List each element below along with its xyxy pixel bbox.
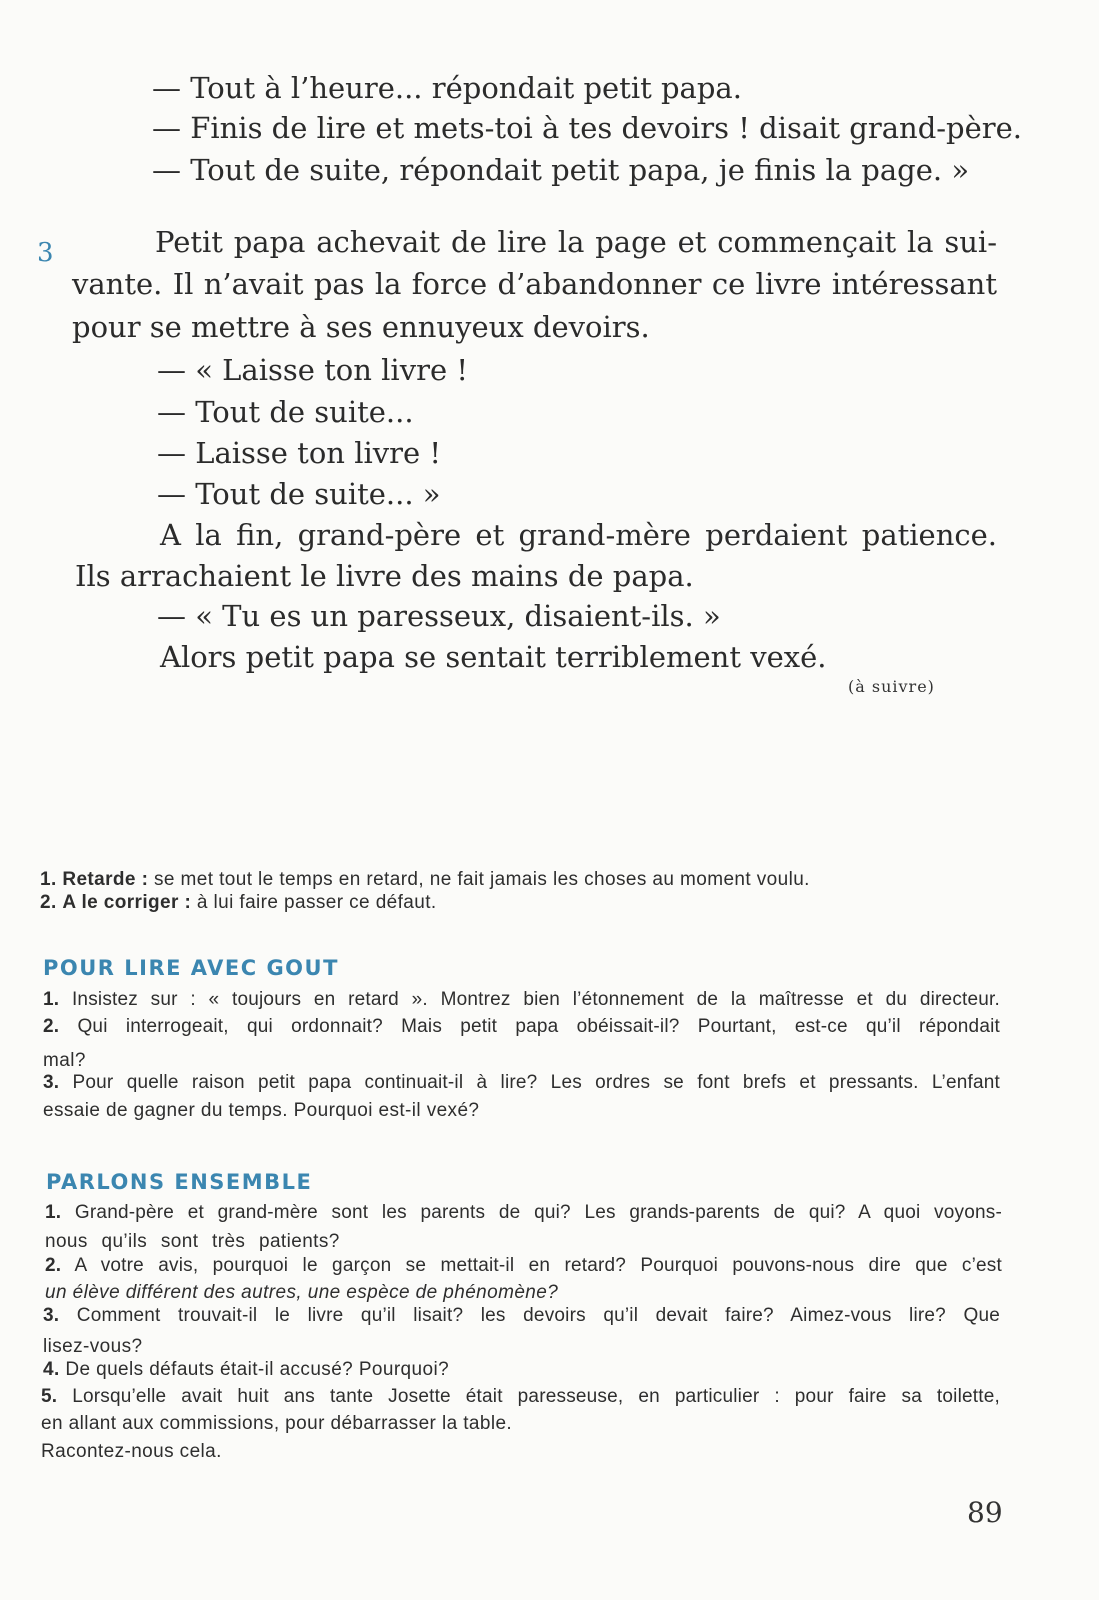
- page-number: 89: [967, 1496, 1003, 1529]
- question-text: De quels défauts était-il accusé? Pourquoi?: [59, 1359, 450, 1380]
- section-heading: POUR LIRE AVEC GOUT: [43, 956, 339, 980]
- question-text: Lorsqu’elle avait huit ans tante Josette était paresseuse, en particulier : pour faire sa toilette,: [57, 1386, 1000, 1407]
- story-line: — Finis de lire et mets-toi à tes devoirs ! disait grand-père.: [152, 111, 1023, 145]
- question-line: [41, 1385, 1000, 1409]
- paragraph-number: 3: [37, 238, 54, 268]
- story-line: — Tout de suite... »: [157, 477, 441, 511]
- question-line: [43, 1015, 1000, 1039]
- question-number: 1.: [43, 989, 60, 1010]
- footnote-term: A le corriger :: [62, 892, 192, 913]
- footnote-number: 1.: [40, 869, 57, 890]
- question-line: nous qu’ils sont très patients?: [45, 1231, 340, 1252]
- story-line: — « Tu es un paresseux, disaient-ils. »: [157, 599, 721, 633]
- question-line: un élève différent des autres, une espèce de phénomène?: [45, 1282, 559, 1303]
- question-line: en allant aux commissions, pour débarrasser la table.: [41, 1413, 513, 1434]
- question-line: [45, 1201, 1002, 1225]
- footnote-term: Retarde :: [62, 869, 149, 890]
- footnote-text: à lui faire passer ce défaut.: [191, 892, 437, 913]
- story-line: — « Laisse ton livre !: [157, 353, 468, 387]
- question-text: Insistez sur : « toujours en retard ». Montrez bien l’étonnement de la maîtresse et du directeur.: [59, 989, 1000, 1010]
- question-text: Pour quelle raison petit papa continuait-il à lire? Les ordres se font brefs et pressants. L’enfant: [59, 1072, 1000, 1093]
- question-line: essaie de gagner du temps. Pourquoi est-il vexé?: [43, 1100, 480, 1121]
- question-line: [45, 1254, 1002, 1278]
- question-line: [43, 1358, 449, 1382]
- story-line: Ils arrachaient le livre des mains de papa.: [75, 559, 694, 593]
- story-line: — Tout de suite, répondait petit papa, je finis la page. »: [152, 153, 970, 187]
- footnote: [40, 868, 810, 892]
- question-text: Qui interrogeait, qui ordonnait? Mais petit papa obéissait-il? Pourtant, est-ce qu’il répondait: [59, 1016, 1000, 1037]
- story-line: — Laisse ton livre !: [157, 436, 442, 470]
- story-line: Petit papa achevait de lire la page et commençait la sui-: [155, 225, 997, 259]
- question-line: [43, 988, 1000, 1012]
- footnote: [40, 891, 437, 915]
- question-number: 3.: [43, 1305, 60, 1326]
- question-number: 1.: [45, 1202, 62, 1223]
- question-text: Comment trouvait-il le livre qu’il lisait? les devoirs qu’il devait faire? Aimez-vous lire? Que: [59, 1305, 1000, 1326]
- to-be-continued: (à suivre): [848, 677, 935, 696]
- question-text: A votre avis, pourquoi le garçon se mettait-il en retard? Pourquoi pouvons-nous dire que c’est: [61, 1255, 1002, 1276]
- question-line: lisez-vous?: [43, 1336, 143, 1357]
- footnote-text: se met tout le temps en retard, ne fait jamais les choses au moment voulu.: [148, 869, 810, 890]
- question-number: 4.: [43, 1359, 60, 1380]
- question-number: 2.: [45, 1255, 62, 1276]
- story-line: vante. Il n’avait pas la force d’abandonner ce livre intéressant: [72, 267, 997, 301]
- question-line: [43, 1071, 1000, 1095]
- question-number: 2.: [43, 1016, 60, 1037]
- story-line: A la fin, grand-père et grand-mère perdaient patience.: [160, 518, 997, 552]
- question-number: 3.: [43, 1072, 60, 1093]
- story-line: Alors petit papa se sentait terriblement vexé.: [160, 640, 827, 674]
- question-line: [43, 1304, 1000, 1328]
- question-line: mal?: [43, 1050, 86, 1071]
- question-line: Racontez-nous cela.: [41, 1441, 222, 1462]
- story-line: — Tout de suite...: [157, 395, 414, 429]
- footnote-number: 2.: [40, 892, 57, 913]
- story-line: pour se mettre à ses ennuyeux devoirs.: [72, 310, 650, 344]
- section-heading: PARLONS ENSEMBLE: [46, 1170, 313, 1194]
- question-text: Grand-père et grand-mère sont les parents de qui? Les grands-parents de qui? A quoi voyons-: [61, 1202, 1002, 1223]
- story-line: — Tout à l’heure... répondait petit papa.: [152, 71, 742, 105]
- question-number: 5.: [41, 1386, 58, 1407]
